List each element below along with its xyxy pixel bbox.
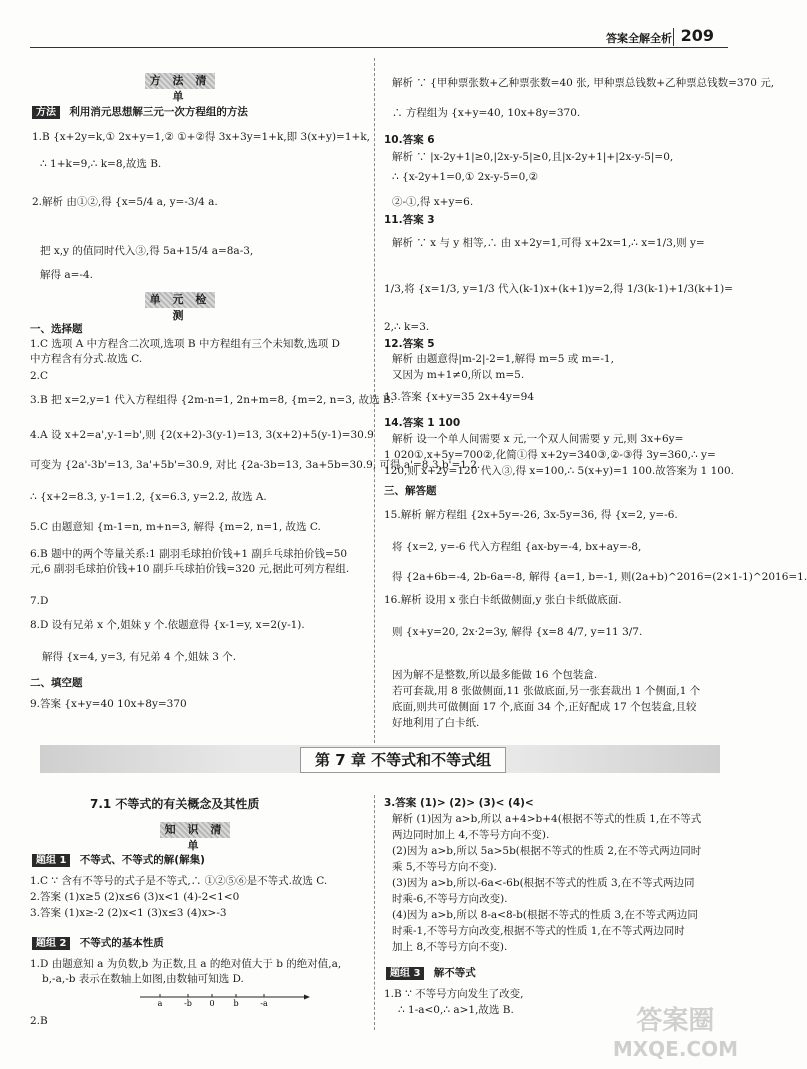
answer-line: 14.答案 1 100	[384, 417, 461, 429]
answer-line: 解得 {x=4, y=3, 有兄弟 4 个,姐妹 3 个.	[42, 651, 237, 663]
numline-label: -b	[184, 999, 192, 1008]
answer-line: 又因为 m+1≠0,所以 m=5.	[392, 369, 525, 381]
numline-label: -a	[260, 999, 268, 1008]
answer-line: 好地利用了白卡纸.	[392, 717, 480, 729]
answer-line: ∴ 1+k=9,∴ k=8,故选 B.	[40, 158, 162, 170]
header-separator	[673, 28, 674, 46]
answer-line: 6.B 题中的两个等量关系:1 副羽毛球拍价钱+1 副乒乓球拍价钱=50	[30, 548, 348, 560]
answer-line: 时乘-1,不等号方向改变,根据不等式的性质 1,在不等式两边同时	[392, 925, 685, 937]
answer-line: 5.C 由题意知 {m-1=n, m+n=3, 解得 {m=2, n=1, 故选 C.	[30, 521, 321, 533]
numline-label: a	[157, 999, 163, 1008]
answer-line: 将 {x=2, y=-6 代入方程组 {ax-by=-4, bx+ay=-8,	[392, 541, 642, 553]
answer-line: 解析 (1)因为 a>b,所以 a+4>b+4(根据不等式的性质 1,在不等式	[392, 813, 702, 825]
answer-line: ∴ {x-2y+1=0,① 2x-y-5=0,②	[392, 171, 538, 183]
answer-line: 1.D 由题意知 a 为负数,b 为正数,且 a 的绝对值大于 b 的绝对值,a,	[30, 958, 342, 970]
answer-line: 若可套裁,用 8 张做侧面,11 张做底面,另一张套裁出 1 个侧面,1 个	[392, 685, 701, 697]
answer-line: 12.答案 5	[384, 338, 435, 350]
answer-line: (2)因为 a>b,所以 5a>5b(根据不等式的性质 2,在不等式两边同时	[392, 845, 702, 857]
answer-line: 9.答案 {x+y=40 10x+8y=370	[30, 698, 187, 710]
watermark-text: 答案圈	[636, 1006, 715, 1036]
answer-line: 1.B {x+2y=k,① 2x+y=1,② ①+②得 3x+3y=1+k,即 3(x+y)=1+k,	[32, 131, 371, 143]
answer-line: 7.D	[30, 595, 49, 607]
answer-line: ∴ 方程组为 {x+y=40, 10x+8y=370.	[392, 107, 581, 119]
group-tag: 题组 3	[386, 967, 424, 980]
answer-line: b,-a,-b 表示在数轴上如图,由数轴可知选 D.	[42, 973, 244, 985]
header-rule	[30, 47, 728, 48]
answer-line: 解析 ∵ {甲种票张数+乙种票张数=40 张, 甲种票总钱数+乙种票总钱数=370 元,	[392, 77, 775, 89]
group-title: 解不等式	[433, 967, 476, 979]
group-title: 不等式、不等式的解(解集)	[79, 854, 205, 866]
answer-line: 1.C ∵ 含有不等号的式子是不等式,∴ ①②⑤⑥是不等式.故选 C.	[30, 875, 328, 887]
answer-line: 15.解析 解方程组 {2x+5y=-26, 3x-5y=36, 得 {x=2, y=-6.	[384, 509, 678, 521]
answer-line: 两边同时加上 4,不等号方向不变).	[392, 829, 550, 841]
answer-line: 解得 a=-4.	[40, 269, 93, 281]
answer-line: 120,则 x+2y=120 代入③,得 x=100,∴ 5(x+y)=1 100.故答案为 1 100.	[384, 465, 734, 477]
answer-line: 8.D 设有兄弟 x 个,姐妹 y 个.依题意得 {x-1=y, x=2(y-1).	[30, 619, 305, 631]
answer-line: (3)因为 a>b,所以-6a<-6b(根据不等式的性质 3,在不等式两边同	[392, 877, 695, 889]
answer-line: 1/3,将 {x=1/3, y=1/3 代入(k-1)x+(k+1)y=2,得 1/3(k-1)+1/3(k+1)=	[384, 283, 733, 295]
chapter-banner	[40, 745, 720, 773]
answer-line: 2.B	[30, 1015, 48, 1027]
answer-line: 中方程含有分式.故选 C.	[30, 353, 143, 365]
group-heading	[32, 853, 205, 867]
numline-label: 0	[209, 999, 215, 1008]
page-number: 209	[680, 26, 714, 45]
answer-line: 11.答案 3	[384, 214, 435, 226]
answer-line: 解析 ∵ x 与 y 相等,∴ 由 x+2y=1,可得 x+2x=1,∴ x=1/3,则 y=	[392, 237, 705, 249]
answer-line: 因为解不是整数,所以最多能做 16 个包装盒.	[392, 669, 598, 681]
answer-line: 可变为 {2a'-3b'=13, 3a'+5b'=30.9, 对比 {2a-3b=13, 3a+5b=30.9, 可得 a'=8.3,b'=1.2.	[30, 459, 481, 471]
answer-line: 1.B ∵ 不等号方向发生了改变,	[384, 988, 524, 1000]
method-title: 利用消元思想解三元一次方程组的方法	[69, 106, 248, 118]
section-title: 7.1 不等式的有关概念及其性质	[90, 797, 260, 811]
answer-line: 2.解析 由①②,得 {x=5/4 a, y=-3/4 a.	[32, 196, 218, 208]
group-title: 不等式的基本性质	[79, 937, 164, 949]
answer-line: 解析 由题意得|m-2|-2=1,解得 m=5 或 m=-1,	[392, 353, 614, 365]
numline-label: b	[233, 999, 239, 1008]
method-tag: 方法	[32, 106, 60, 119]
answer-line: 3.答案 (1)x≥-2 (2)x<1 (3)x≤3 (4)x>-3	[30, 907, 227, 919]
knowledge-banner: 知 识 清 单	[160, 822, 230, 838]
answer-line: ∴ {x+2=8.3, y-1=1.2, {x=6.3, y=2.2, 故选 A.	[30, 491, 267, 503]
answer-line: 2.答案 (1)x≥5 (2)x≤6 (3)x<1 (4)-2<1<0	[30, 891, 240, 903]
answer-line: 3.答案 (1)> (2)> (3)< (4)<	[384, 797, 534, 809]
column-divider-lower	[374, 795, 375, 1030]
header-title: 答案全解全析	[606, 32, 672, 45]
number-line	[140, 993, 310, 1007]
answer-line: 2,∴ k=3.	[384, 321, 430, 333]
answer-line: ∴ 1-a<0,∴ a>1,故选 B.	[398, 1004, 514, 1016]
answer-line: 底面,则共可做侧面 17 个,底面 34 个,正好配成 17 个包装盒,且较	[392, 701, 697, 713]
group-heading	[32, 936, 164, 950]
answer-line: 元,6 副羽毛球拍价钱+10 副乒乓球拍价钱=320 元,据此可列方程组.	[30, 563, 350, 575]
answer-line: 1 020①,x+5y=700②,化简①得 x+2y=340③,②-③得 3y=360,∴ y=	[384, 449, 716, 461]
section-heading: 二、填空题	[30, 677, 83, 689]
answer-line: 把 x,y 的值同时代入③,得 5a+15/4 a=8a-3,	[40, 245, 254, 257]
group-heading	[386, 966, 476, 980]
answer-line: 解析 设一个单人间需要 x 元,一个双人间需要 y 元,则 3x+6y=	[392, 433, 684, 445]
group-tag: 题组 2	[32, 937, 70, 950]
chapter-title: 第 7 章 不等式和不等式组	[300, 747, 506, 773]
answer-line: 10.答案 6	[384, 134, 435, 146]
answer-line: 13.答案 {x+y=35 2x+4y=94	[384, 391, 535, 403]
answer-line: ②-①,得 x+y=6.	[392, 196, 474, 208]
answer-line: 加上 8,不等号方向不变).	[392, 941, 508, 953]
watermark	[613, 1007, 738, 1063]
method-heading	[32, 105, 248, 119]
answer-line: 3.B 把 x=2,y=1 代入方程组得 {2m-n=1, 2n+m=8, {m=2, n=3, 故选 B.	[30, 394, 394, 406]
answer-line: 乘 5,不等号方向不变).	[392, 861, 497, 873]
answer-line: 1.C 选项 A 中方程含二次项,选项 B 中方程组有三个未知数,选项 D	[30, 338, 340, 350]
answer-line: 时乘-6,不等号方向改变).	[392, 893, 508, 905]
answer-line: 则 {x+y=20, 2x·2=3y, 解得 {x=8 4/7, y=11 3/7.	[392, 626, 643, 638]
group-tag: 题组 1	[32, 854, 70, 867]
answer-line: 得 {2a+6b=-4, 2b-6a=-8, 解得 {a=1, b=-1, 则(2a+b)^2016=(2×1-1)^2016=1.	[392, 571, 807, 583]
unit-test-banner: 单 元 检 测	[145, 292, 215, 308]
watermark-url: MXQE.COM	[612, 1037, 738, 1061]
answer-line: 2.C	[30, 370, 49, 382]
answer-line: 解析 ∵ |x-2y+1|≥0,|2x-y-5|≥0,且|x-2y+1|+|2x-y-5|=0,	[392, 151, 674, 163]
section-heading: 三、解答题	[384, 485, 437, 497]
answer-line: (4)因为 a>b,所以 8-a<8-b(根据不等式的性质 3,在不等式两边同	[392, 909, 698, 921]
answer-line: 4.A 设 x+2=a',y-1=b',则 {2(x+2)-3(y-1)=13, 3(x+2)+5(y-1)=30.9	[30, 429, 374, 441]
section-heading: 一、选择题	[30, 323, 83, 335]
answer-line: 16.解析 设用 x 张白卡纸做侧面,y 张白卡纸做底面.	[384, 594, 622, 606]
methods-banner: 方 法 清 单	[145, 73, 215, 89]
